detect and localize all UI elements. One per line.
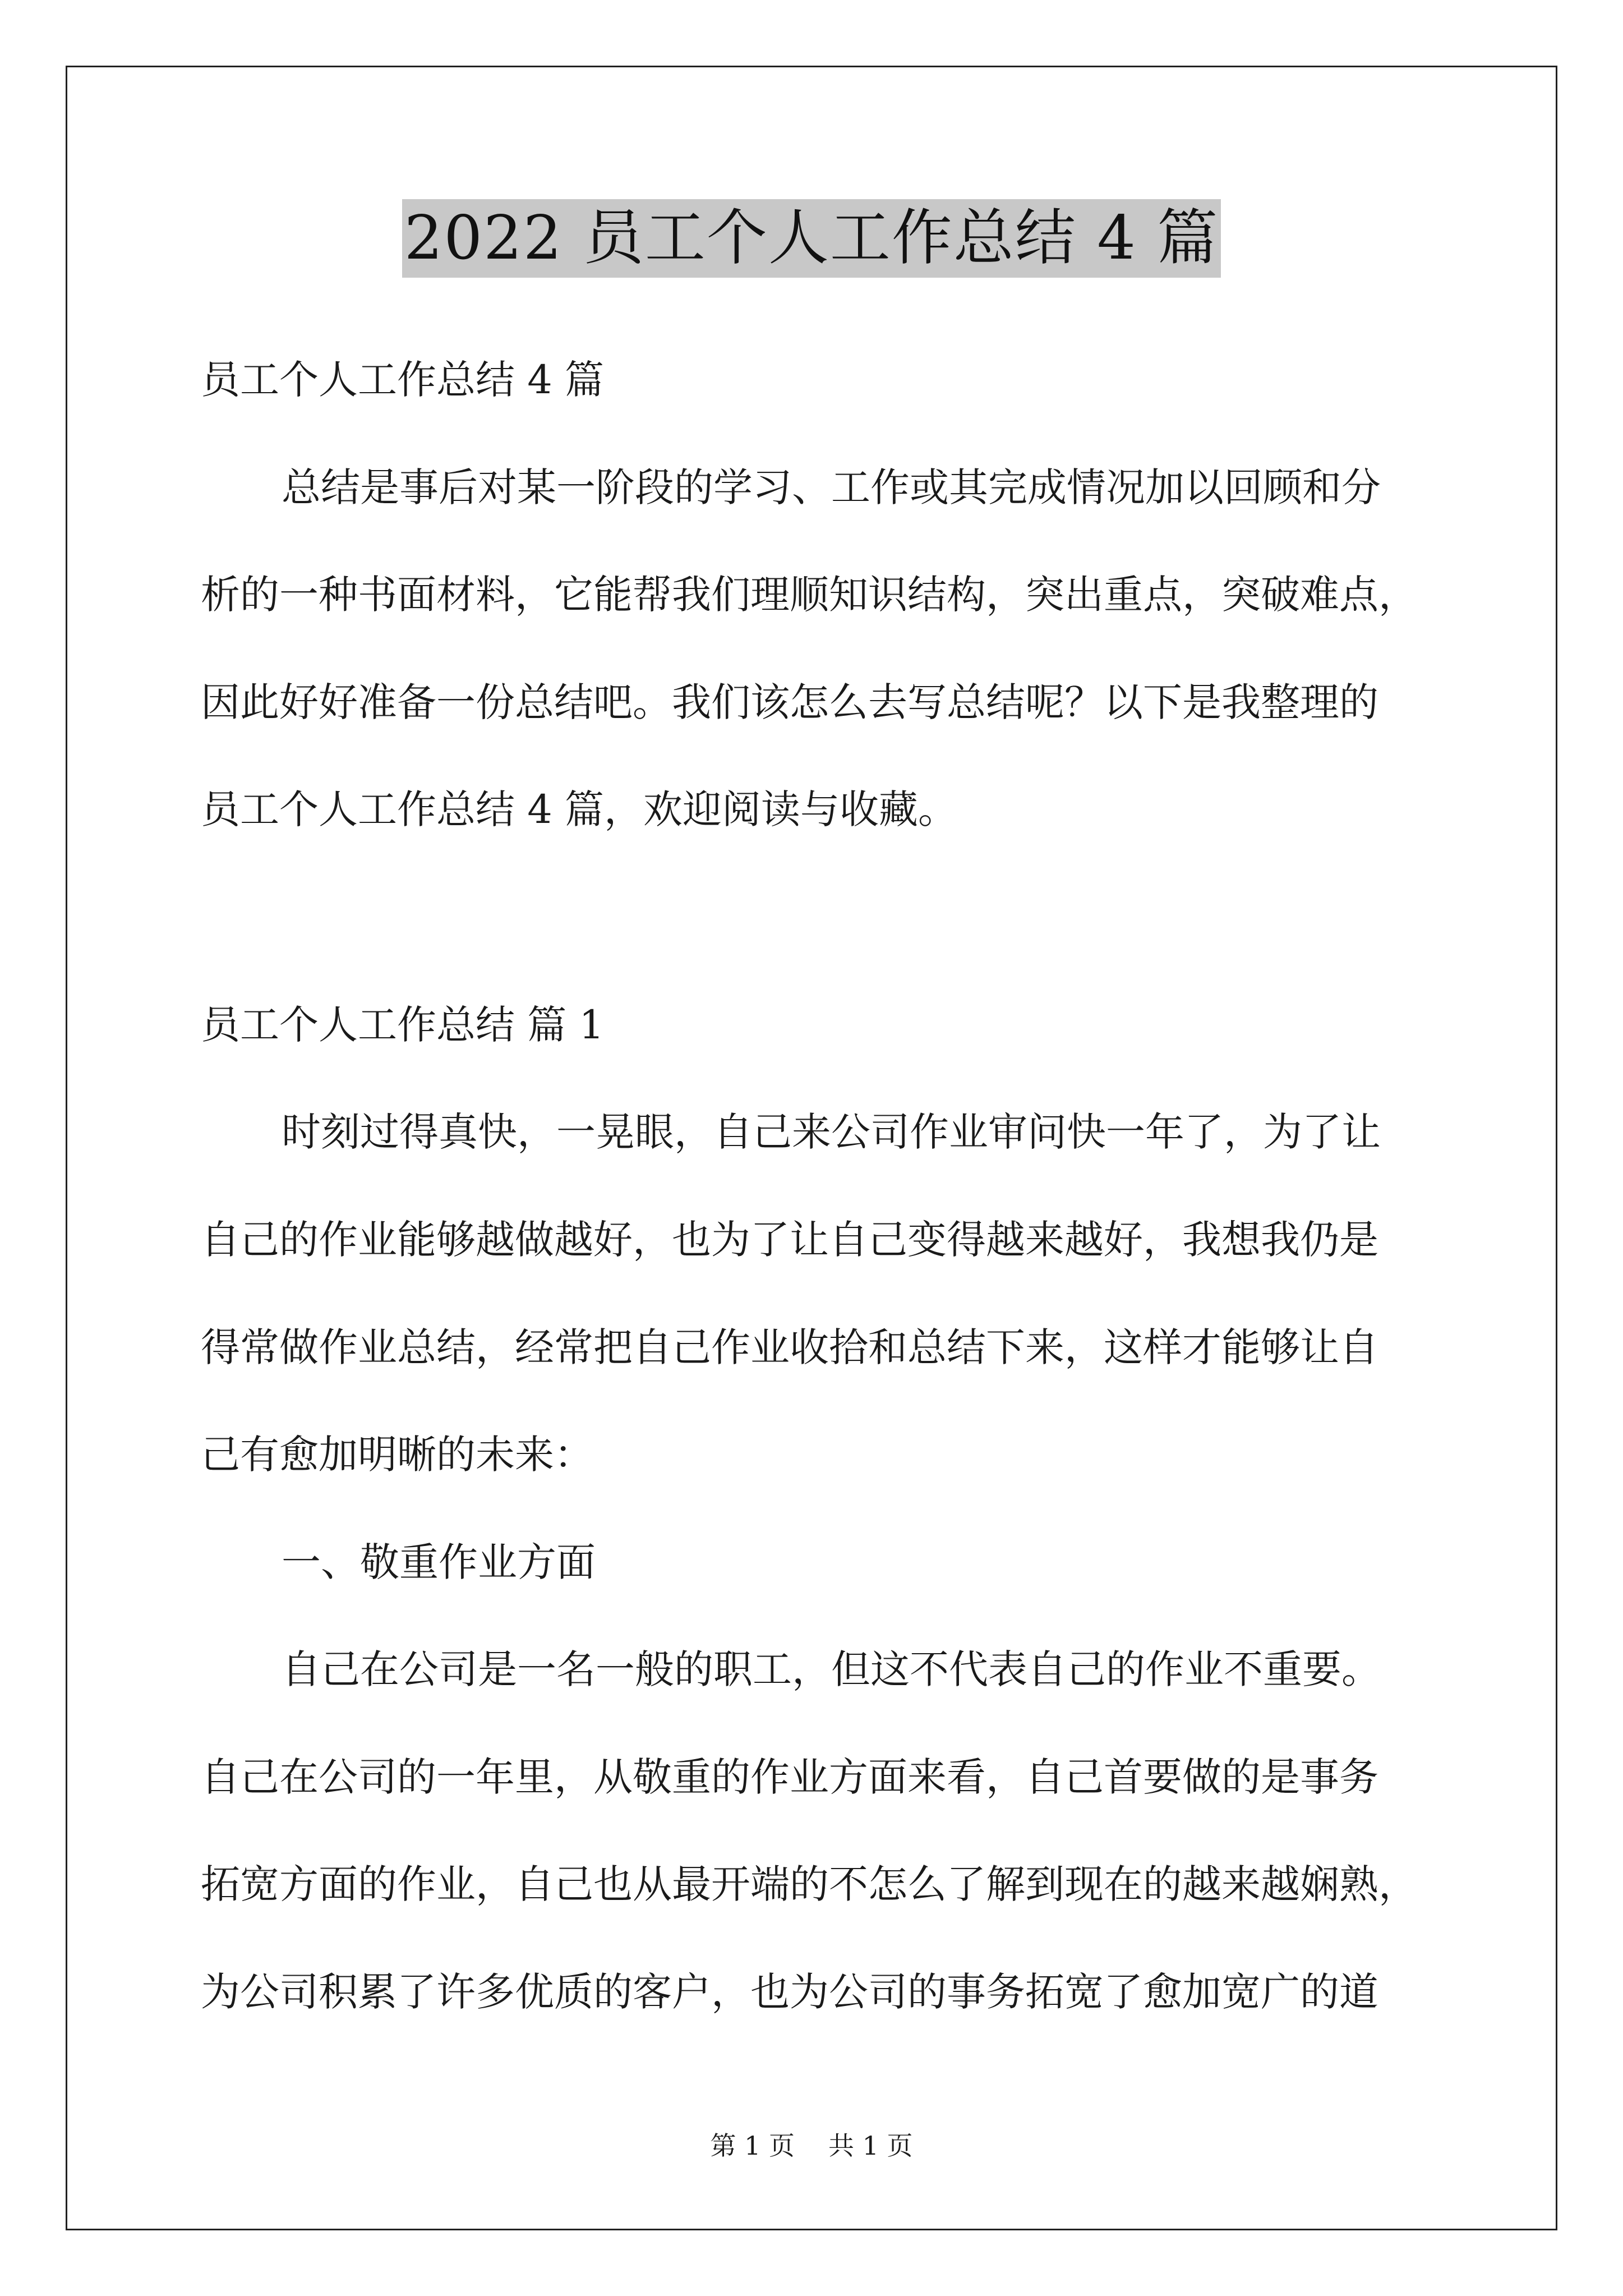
footer-total-pages: 共 1 页 [828,2131,913,2161]
section1-para1-line-1: 时刻过得真快，一晃眼，自己来公司作业审问快一年了，为了让 [282,1109,1381,1155]
footer-page-number: 第 1 页 [710,2131,795,2161]
section1-subheading: 一、敬重作业方面 [282,1539,596,1585]
intro-line-2: 析的一种书面材料，它能帮我们理顺知识结构，突出重点，突破难点， [201,572,1418,618]
intro-line-3: 因此好好准备一份总结吧。我们该怎么去写总结呢？以下是我整理的 [201,679,1378,725]
section1-para2-line-1: 自己在公司是一名一般的职工，但这不代表自己的作业不重要。 [282,1646,1381,1692]
section1-para2-line-3: 拓宽方面的作业，自己也从最开端的不怎么了解到现在的越来越娴熟， [201,1861,1418,1907]
section1-para1-line-3: 得常做作业总结，经常把自己作业收拾和总结下来，这样才能够让自 [201,1324,1378,1370]
page-footer [0,2129,1623,2162]
section1-para1-line-4: 己有愈加明晰的未来： [201,1432,593,1478]
document-title [0,199,1623,278]
document-subtitle: 员工个人工作总结 4 篇 [201,357,605,403]
section1-para1-line-2: 自己的作业能够越做越好，也为了让自己变得越来越好，我想我仍是 [201,1217,1378,1263]
section1-para2-line-4: 为公司积累了许多优质的客户，也为公司的事务拓宽了愈加宽广的道 [201,1969,1378,2015]
section1-para2-line-2: 自己在公司的一年里，从敬重的作业方面来看，自己首要做的是事务 [201,1754,1378,1800]
intro-line-1: 总结是事后对某一阶段的学习、工作或其完成情况加以回顾和分 [282,464,1381,510]
intro-line-4: 员工个人工作总结 4 篇，欢迎阅读与收藏。 [201,786,958,832]
section1-heading: 员工个人工作总结 篇 1 [201,1002,605,1048]
document-title-text: 2022 员工个人工作总结 4 篇 [402,199,1221,278]
